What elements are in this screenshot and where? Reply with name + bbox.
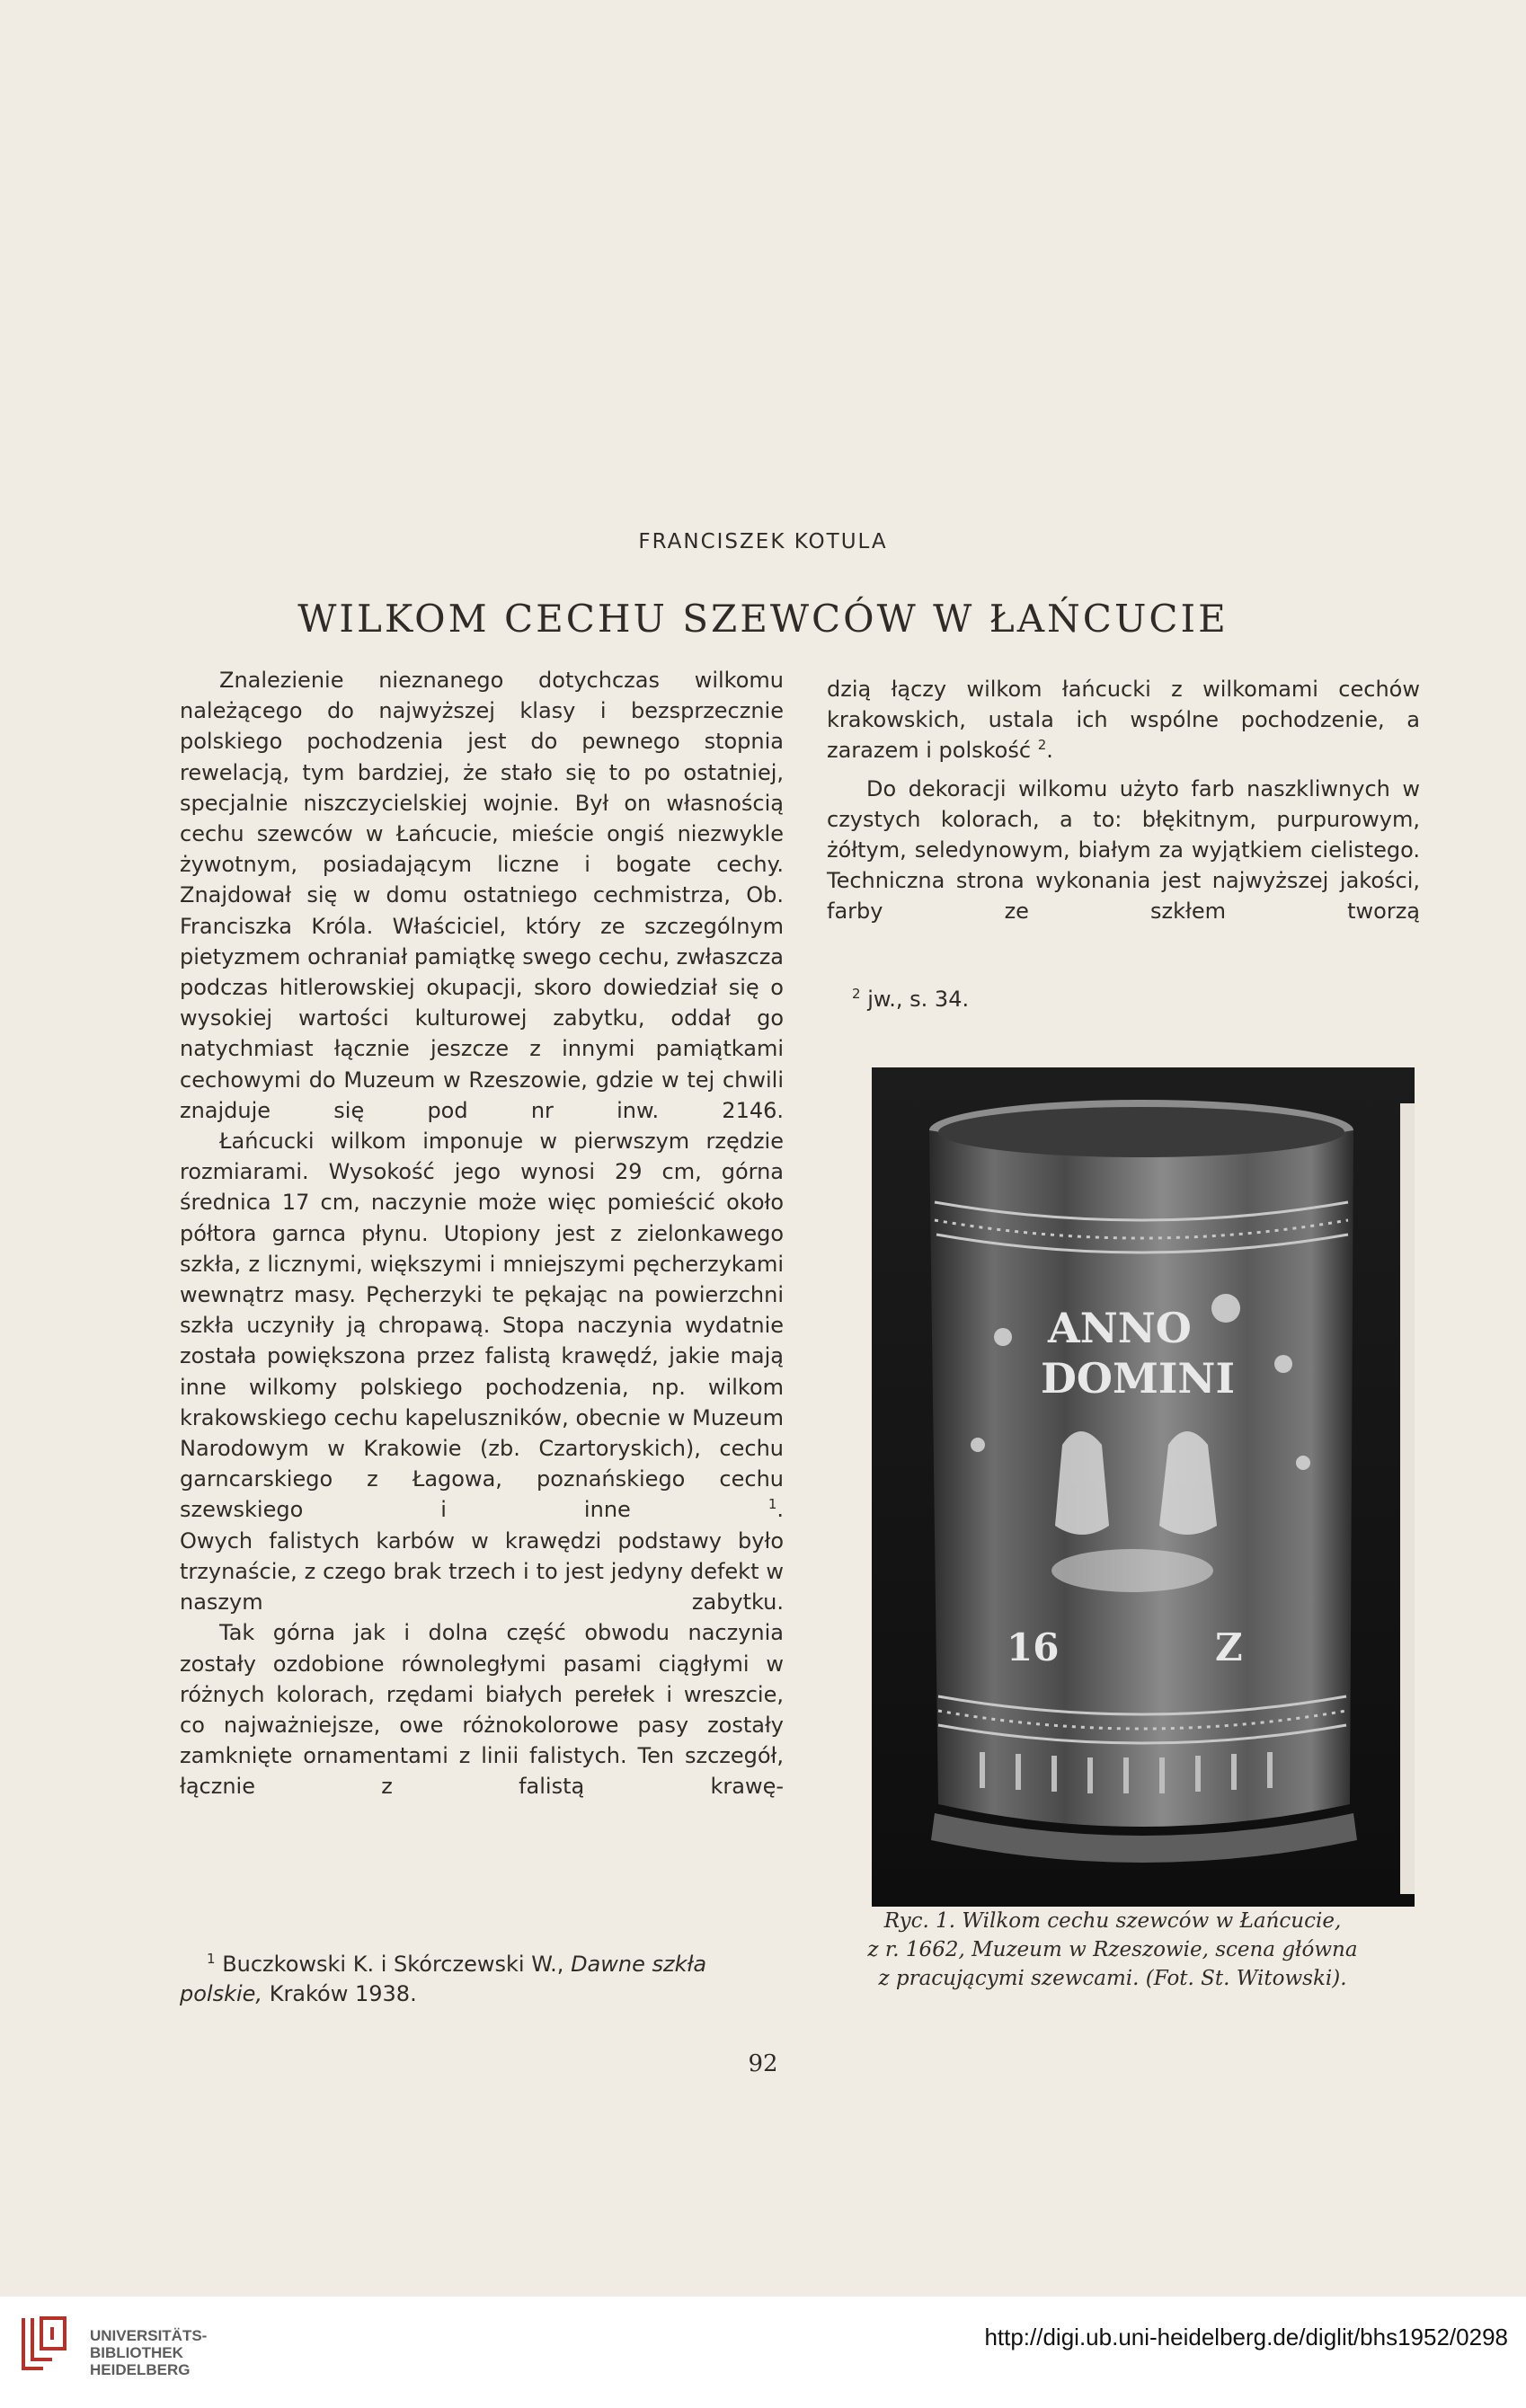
paragraph-text: Łańcucki wilkom imponuje w pierwszym rzędzie rozmiarami. Wysokość jego wynosi 29 cm, górna średnica 17 cm, naczynie może więc pomieścić około półtora garnca płynu. Utopiony jest z zielonkawego szkła, z licznymi, większymi i mniejszymi pęcherzykami wewnątrz masy. Pęcherzyki te pękając na powierzchni szkła uczyniły ją chropawą. Stopa naczynia wydatnie została powiększona przez falistą krawędź, jakie mają inne wilkomy polskiego pochodzenia, np. wilkom krakowskiego cechu kapeluszników, obecnie w Muzeum Narodowym w Krakowie (zb. Czartoryskich), cechu garncarskiego z Łagowa, poznańskiego cechu szewskiego i inne xyxy=(180,1129,784,1523)
library-logo-text xyxy=(90,2327,207,2378)
logo-line: UNIVERSITÄTS- xyxy=(90,2327,208,2344)
glass-inscription-year: 16 xyxy=(1007,1625,1060,1669)
library-footer xyxy=(0,2297,1526,2408)
footnote-text: jw., s. 34. xyxy=(867,987,970,1012)
paragraph-text: Znalezienie nieznanego dotychczas wilkomu należącego do najwyższej klasy i bezsprzecznie polskiego pochodzenia jest do pewnego stopnia rewelacją, tym bardziej, że stało się to po ostatniej, specjalnie niszczycielskiej wojnie. Był on własnością cechu szewców w Łańcucie, mieście ongiś niezwykle żywotnym, posiadającym liczne i bogate cechy. Znajdował się w domu ostatniego cechmistrza, Ob. Franciszka Króla. Właściciel, który ze szczególnym pietyzmem ochraniał pamiątkę swego cechu, zwłaszcza podczas hitlerowskiej okupacji, skoro dowiedział się o wysokiej wartości kulturowej zabytku, oddał go natychmiast łącznie jeszcze z innymi pamiątkami cechowymi do Muzeum w Rzeszowie, gdzie w tej chwili znajduje się pod nr inw. 2146. xyxy=(180,668,784,1123)
figure-photo-wilkom-glass xyxy=(872,1067,1415,1907)
paragraph xyxy=(180,1126,784,1526)
glass-inscription-domini: DOMINI xyxy=(1041,1354,1235,1403)
caption-line: z pracującymi szewcami. (Fot. St. Witowski). xyxy=(878,1967,1347,1990)
paragraph-text: dzią łączy wilkom łańcucki z wilkomami cechów krakowskich, ustala ich wspólne pochodzenie, a zarazem i polskość xyxy=(827,677,1420,764)
caption-line: z r. 1662, Muzeum w Rzeszowie, scena główna xyxy=(867,1938,1358,1961)
library-logo-icon xyxy=(16,2313,79,2376)
source-url-link[interactable]: http://digi.ub.uni-heidelberg.de/diglit/bhs1952/0298 xyxy=(984,2324,1508,2350)
paragraph xyxy=(180,1526,784,1618)
right-text-column xyxy=(827,674,1420,927)
article-title: WILKOM CECHU SZEWCÓW W ŁAŃCUCIE xyxy=(297,597,1229,641)
footnote-book-title: Dawne szkła polskie, xyxy=(180,1952,707,2006)
footnote-ref: 2 xyxy=(1037,737,1047,754)
paragraph-text: . xyxy=(776,1497,784,1523)
footnote-ref: 1 xyxy=(767,1496,777,1513)
paragraph xyxy=(827,674,1420,766)
paragraph-text: Do dekoracji wilkomu użyto farb naszkliwnych w czystych kolorach, a to: błękitnym, purpurowym, żółtym, seledynowym, białym za wyjątkiem cielistego. Techniczna strona wykonania jest najwyższej jakości, farby ze szkłem tworzą xyxy=(827,775,1420,925)
footnote-mark: 2 xyxy=(852,986,861,1002)
logo-line: HEIDELBERG xyxy=(90,2361,191,2378)
paragraph-text: . xyxy=(1046,738,1053,764)
footnote-2 xyxy=(852,985,1211,1014)
footnote-text: Kraków 1938. xyxy=(269,1981,417,2006)
left-text-column xyxy=(180,665,784,1802)
paragraph xyxy=(180,665,784,1126)
footnote-text: Buczkowski K. i Skórczewski W., xyxy=(222,1952,564,1977)
glass-inscription-anno: ANNO xyxy=(1048,1304,1192,1352)
paragraph-text: Tak górna jak i dolna część obwodu naczynia zostały ozdobione równoległymi pasami ciągłymi w różnych kolorach, rzędami białych perełek i wreszcie, co najważniejsze, owe różnokolorowe pasy zostały zamknięte ornamentami z linii falistych. Ten szczegół, łącznie z falistą krawę- xyxy=(180,1620,784,1800)
page-number: 92 xyxy=(748,2050,778,2077)
glass-inscription-letter: Z xyxy=(1215,1625,1243,1669)
footnote-mark: 1 xyxy=(207,1951,216,1967)
paragraph-text: Owych falistych karbów w krawędzi podstawy było trzynaście, z czego brak trzech i to jest jedyny defekt w naszym zabytku. xyxy=(180,1527,784,1616)
figure-caption xyxy=(814,1907,1411,1993)
caption-line: Ryc. 1. Wilkom cechu szewców w Łańcucie, xyxy=(883,1909,1342,1933)
logo-line: BIBLIOTHEK xyxy=(90,2344,183,2361)
footnote-1 xyxy=(180,1950,784,2009)
paragraph xyxy=(827,774,1420,927)
article-author: FRANCISZEK KOTULA xyxy=(638,530,888,553)
paragraph xyxy=(180,1617,784,1802)
glass-photo-illustration xyxy=(872,1067,1415,1907)
